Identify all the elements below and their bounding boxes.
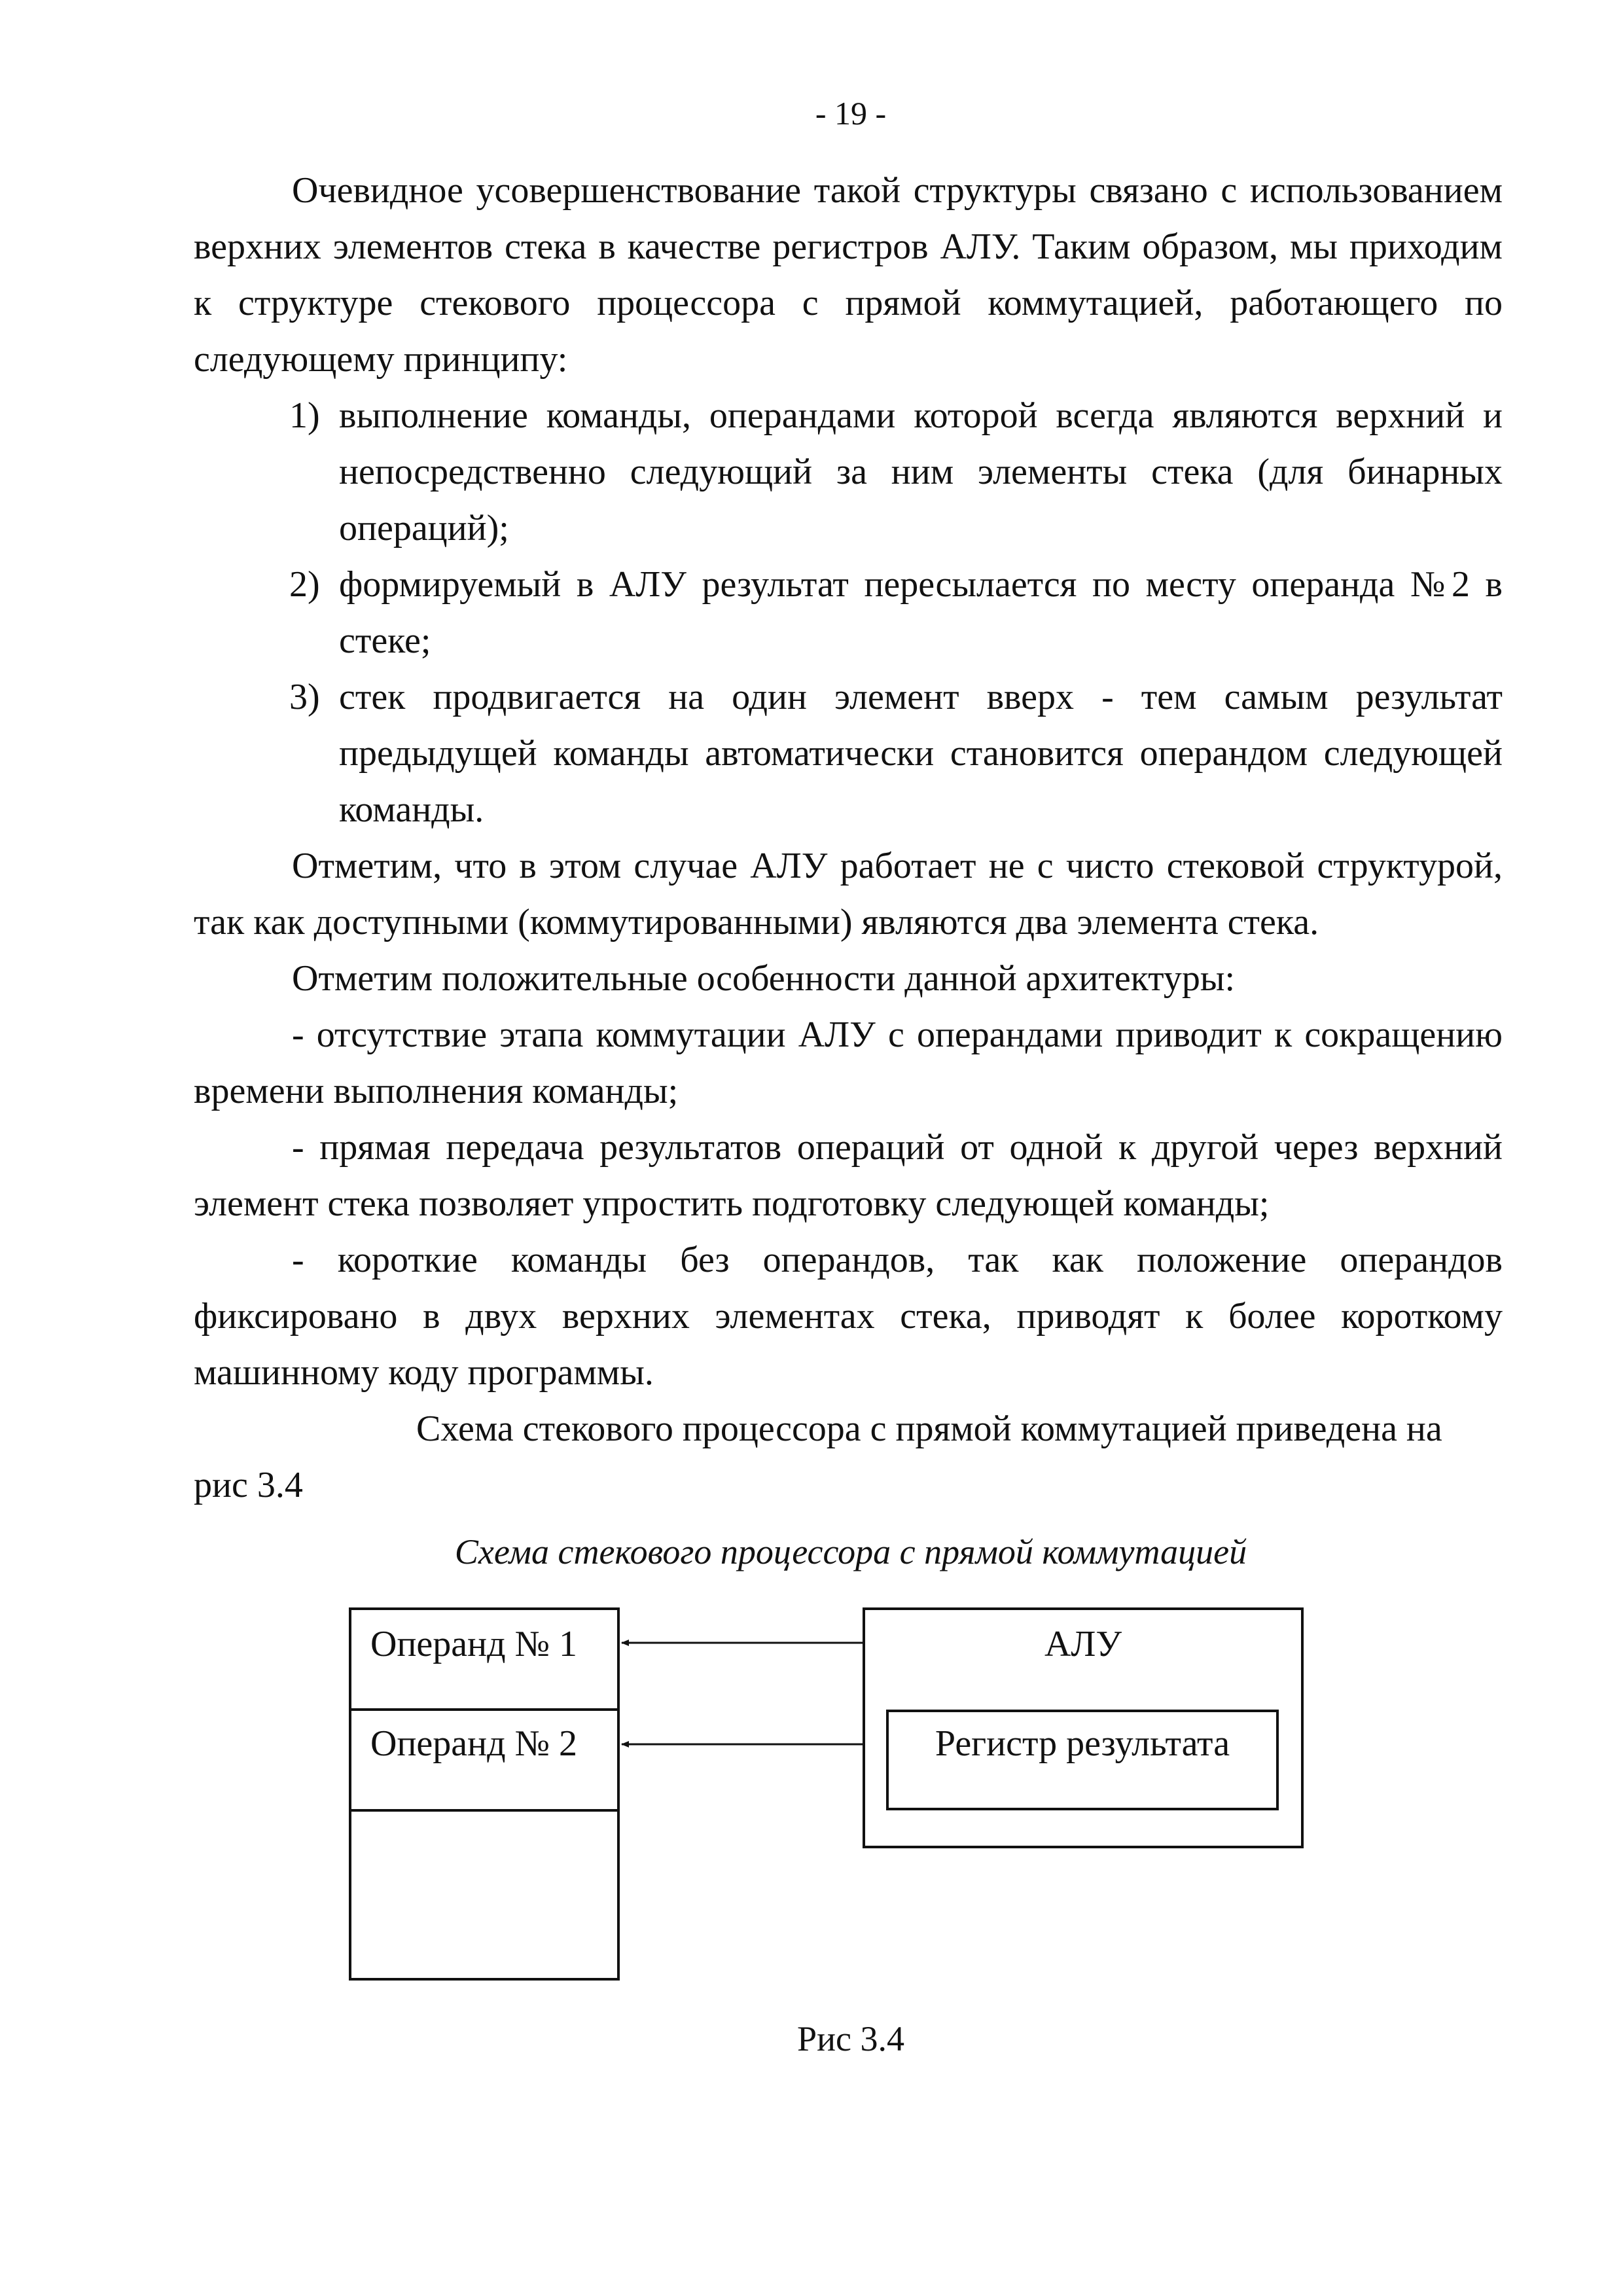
list-number-3: 3): [289, 677, 320, 717]
list-text-2: формируемый в АЛУ результат пересылается по месту операнда №2 в стеке;: [339, 564, 1503, 661]
operand-2-label: Операнд № 2: [370, 1723, 578, 1764]
list-text-1: выполнение команды, операндами которой всегда являются верхний и непосредственно следующий за ним элементы стека (для бинарных операций);: [339, 395, 1503, 548]
figure-caption: Рис 3.4: [797, 2019, 904, 2058]
page-number: - 19 -: [815, 95, 887, 132]
operand-1-label: Операнд № 1: [370, 1624, 578, 1664]
paragraph-7-line-2: рис 3.4: [194, 1465, 303, 1505]
list-number-1: 1): [289, 395, 320, 436]
alu-label: АЛУ: [1044, 1624, 1122, 1664]
paragraph-5: - прямая передача результатов операций от одной к другой через верхний элемент стека позволяет упростить подготовку следующей команды;: [194, 1127, 1503, 1224]
paragraph-7-line-1: Схема стекового процессора с прямой коммутацией приведена на: [416, 1408, 1442, 1449]
paragraph-6: - короткие команды без операндов, так как положение операндов фиксировано в двух верхних элементах стека, приводят к более короткому машинному коду программы.: [194, 1240, 1503, 1393]
paragraph-4: - отсутствие этапа коммутации АЛУ с операндами приводит к сокращению времени выполнения команды;: [194, 1014, 1503, 1111]
list-number-2: 2): [289, 564, 320, 605]
paragraph-1: Очевидное усовершенствование такой структуры связано с использованием верхних элементов стека в качестве регистров АЛУ. Таким образом, мы приходим к структуре стекового процессора с прямой коммутацией, работающего по следующему принципу:: [194, 170, 1503, 380]
result-register-label: Регистр результата: [935, 1723, 1230, 1764]
paragraph-2: Отметим, что в этом случае АЛУ работает не с чисто стековой структурой, так как доступными (коммутированными) являются два элемента стека.: [194, 846, 1503, 942]
figure-title: Схема стекового процессора с прямой коммутацией: [454, 1532, 1247, 1571]
list-text-3: стек продвигается на один элемент вверх - тем самым результат предыдущей команды автоматически становится операндом следующей команды.: [339, 677, 1503, 830]
paragraph-3: Отметим положительные особенности данной архитектуры:: [292, 958, 1236, 999]
